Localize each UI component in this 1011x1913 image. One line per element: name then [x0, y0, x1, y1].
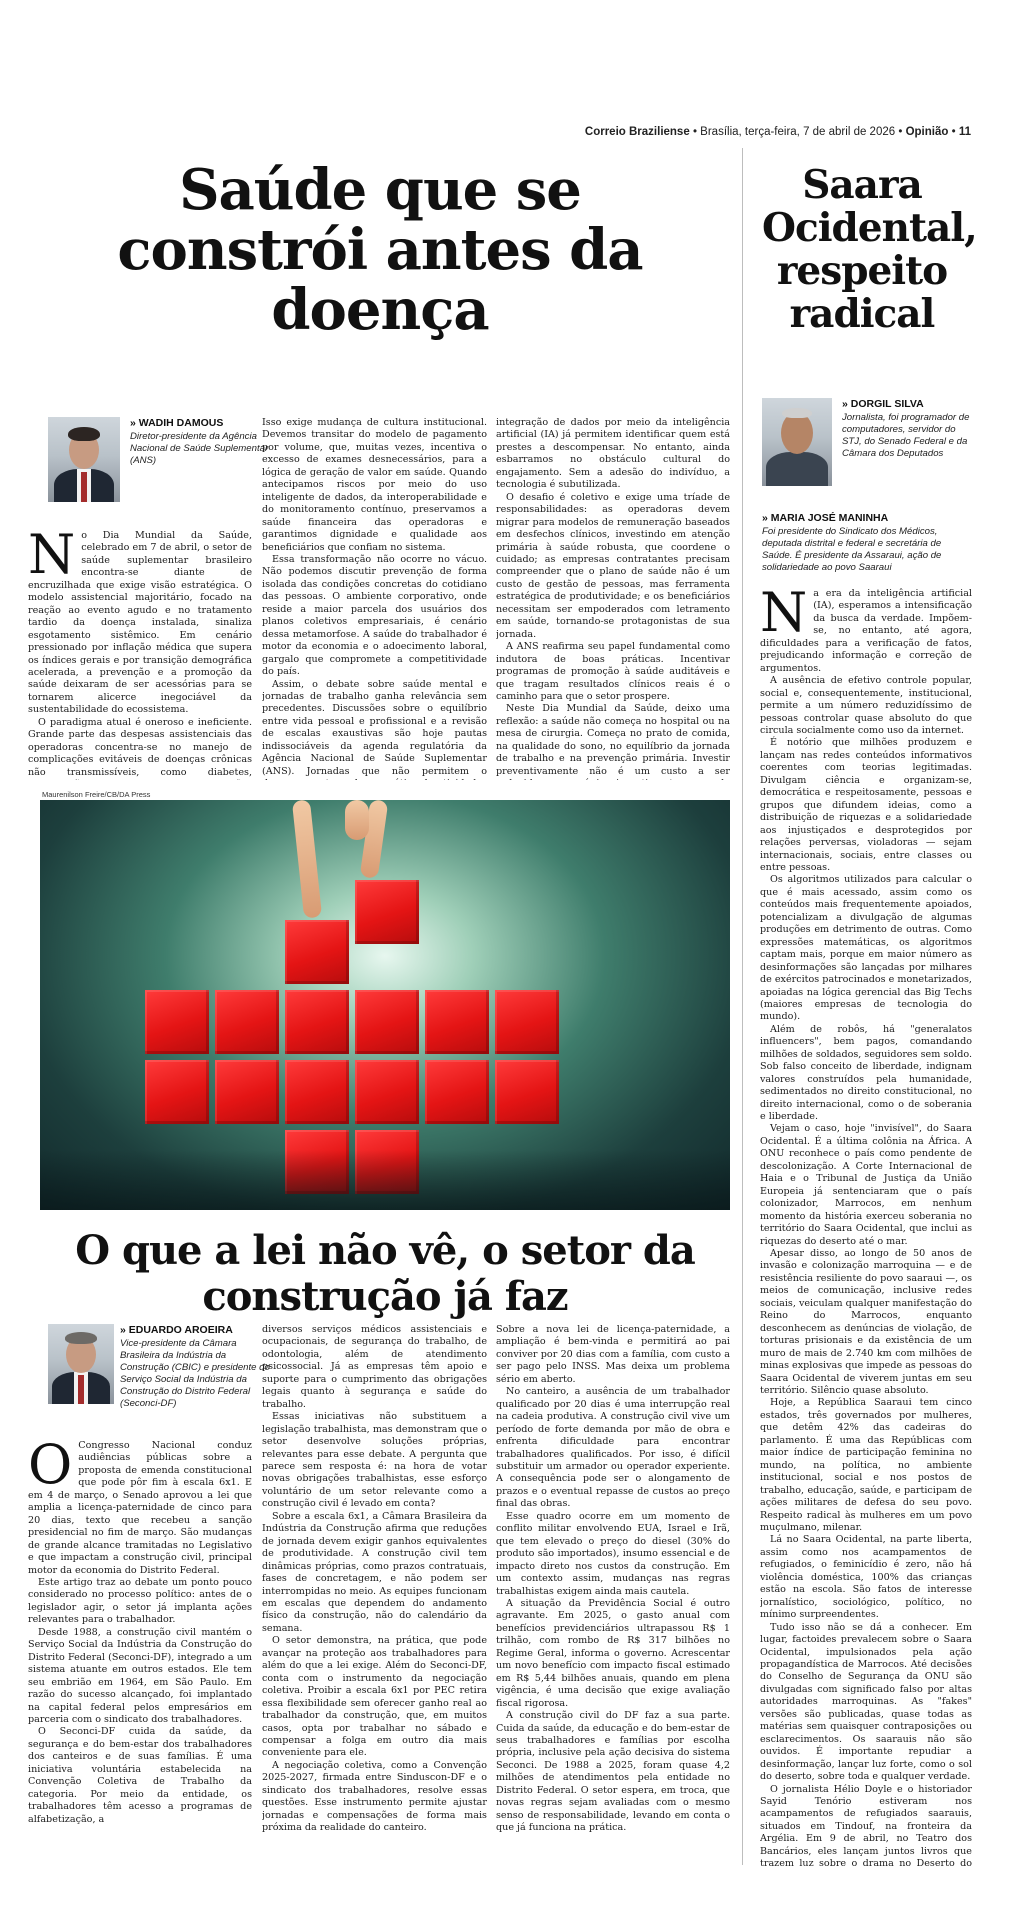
paragraph: Apesar disso, ao longo de 50 anos de invasão e colonização marroquina — e de resistência resiliente do povo saaraui —, os meios de comunicação, inclusive redes sociais, veiculam qualquer manifestação do Reino do Marrocos, enquanto desconhecem as denúncias de violação, de torturas prisionais e da existência de um muro de mais de 2.740 km com milhões de minas explosivas que impede as pessoas do Saara Ocidental de viverem juntas em seu território. Silêncio quase absoluto.: [760, 1248, 972, 1396]
author-name: » EDUARDO AROEIRA: [120, 1324, 233, 1336]
drop-cap: O: [28, 1440, 73, 1496]
paragraph: A situação da Previdência Social é outro agravante. Em 2025, o gasto anual com benefícios previdenciários ultrapassou R$ 1 trilhão, com rombo de R$ 317 bilhões no Regime Geral, informa o governo. Acrescentar um novo benefício com impacto fiscal estimado em R$ 5,44 bilhões anuais, quando em plena vigência, é uma decisão que exige avaliação fiscal rigorosa.: [496, 1597, 730, 1709]
page-number: 11: [958, 126, 971, 138]
header-separator: •: [692, 126, 697, 138]
author-role: Diretor-presidente da Agência Nacional de Saúde Suplementar (ANS): [130, 431, 269, 466]
paragraph: Assim, o debate sobre saúde mental e jornadas de trabalho ganha relevância sem precedentes. Discussões sobre o equilíbrio entre vida pessoal e profissional e a revisão de escalas exaustivas são hoje pautas indissociáveis da agenda regulatória da Agência Nacional de Saúde Suplementar (ANS). Jornadas que não permitem o: [262, 678, 487, 777]
drop-cap: N: [28, 530, 76, 586]
paragraph: Os algoritmos utilizados para calcular o que é mais acessado, assim como os conteúdos mais frequentemente apoiados, potencializam a divulgação de algumas produções em detrimento de outras. Como expressões matemáticas, os algoritmos captam mais, porque em maior número as desinformações são lançadas por milhares de exércitos patrocinados e monetarizados, apoiadas na lógica gerencial das Big Techs (maiores empresas de tecnologia do mundo).: [760, 874, 972, 1023]
paragraph: Este artigo traz ao debate um ponto pouco considerado no processo político: antes de o legislador agir, o setor já implanta ações relevantes para o trabalhador.: [28, 1576, 252, 1626]
paragraph: Vejam o caso, hoje "invisível", do Saara Ocidental. É a última colônia na África. A ONU reconhece o país como pendente de descolonização. A Corte Internacional de Haia e o Tribunal de Justiça da União Europeia já sentenciaram que o país colonizador, Marrocos, em nenhum momento da história exerceu soberania no território do Saara Ocidental, que inclui as riquezas do deserto até o mar.: [760, 1123, 972, 1247]
article3-headline: Saara Ocidental, respeito radical: [762, 162, 977, 337]
newspaper-name: Correio Braziliense: [584, 126, 690, 138]
header-separator: •: [951, 126, 956, 138]
page-header: [40, 126, 971, 144]
section-name: Opinião: [905, 126, 949, 138]
paragraph: Neste Dia Mundial da Saúde, deixo uma reflexão: a saúde não começa no hospital ou na mesa de cirurgia. Começa no prato de comida, na qualidade do sono, no equilíbrio da jornada de trabalho e na prevenção primária. Investir preventivamente não é um custo a ser: [496, 703, 730, 777]
column-divider: [742, 148, 743, 1865]
paragraph: diversos serviços médicos assistenciais e ocupacionais, de segurança do trabalho, de odontologia, além de atendimento psicossocial. Já as empresas têm apoio e suporte para o cumprimento das obrigações legais quanto à segurança e saúde do trabalho.: [262, 1324, 487, 1410]
paragraph: Sobre a escala 6x1, a Câmara Brasileira da Indústria da Construção afirma que reduções de jornada devem exigir ganhos equivalentes de produtividade. A construção civil tem dinâmicas próprias, como prazos contratuais, fases de concretagem, e não podem ser interrompidas no meio. As equipes funcionam em escalas que dependem do andamento físico da construção, não do calendário da semana.: [262, 1510, 487, 1634]
article3-body: [760, 588, 972, 1868]
paragraph: O paradigma atual é oneroso e ineficiente. Grande parte das despesas assistenciais das operadoras concentra-se no manejo de complicações evitáveis de doenças crônicas não transmissíveis, como diabetes,: [28, 716, 252, 778]
paragraph: Hoje, a República Saaraui tem cinco estados, três governados por mulheres, que detêm 42% das cadeiras do parlamento. É uma das Repúblicas com maior índice de participação feminina no mundo, na política, no ambiente institucional, social e nos postos de trabalho, educação, saúde, e participam de ações militares de defesa do seu povo. Respeito radical às mulheres em um povo muçulmano, milenar.: [760, 1397, 972, 1533]
paragraph: Além de robôs, há "generalatos influencers", bem pagos, comandando milhões de soldados, seguidores sem soldo. Sob falso conceito de liberdade, indignam valores construídos pela humanidade, sedimentados no direito constitucional, no direito internacional, como o de soberania e liberdade.: [760, 1023, 972, 1123]
paragraph: Esse quadro ocorre em um momento de conflito militar envolvendo EUA, Israel e Irã, que tem elevado o preço do diesel (30% do produto são importados), insumo essencial e de impacto direto nos custos da construção. Em um contexto assim, mudanças nas regras trabalhistas exigem ainda mais cautela.: [496, 1510, 730, 1597]
paragraph: Essa transformação não ocorre no vácuo. Não podemos discutir prevenção de forma isolada das condições concretas do cotidiano das pessoas. O ambiente corporativo, onde reside a maior parcela dos usuários dos planos coletivos empresariais, é cenário dessa metamorfose. A saúde do trabalhador é motor da economia e o adoecimento laboral, gargalo que compromete a competitividade do país.: [262, 553, 487, 678]
paragraph: a era da inteligência artificial (IA), esperamos a intensificação da busca da verdade. Impõem-se, no entanto, até agora, dificuldades para a verificação de fatos, prejudicando informação e correção de argumentos.: [760, 588, 972, 674]
article1-headline: Saúde que se constrói antes da doença: [117, 157, 643, 343]
author-role: Foi presidente do Sindicato dos Médicos, deputada distrital e federal e secretária de Saúde. É presidente da Assaraui, ação de solidariedade ao povo Saaraui: [762, 526, 942, 573]
dateline: Brasília, terça-feira, 7 de abril de 2026: [700, 126, 896, 138]
paragraph: A construção civil do DF faz a sua parte. Cuida da saúde, da educação e do bem-estar de seus trabalhadores e famílias por escolha própria, inclusive pela ação decisiva do sistema Seconci. De 1988 a 2025, foram quase 4,2 milhões de atendimentos pela entidade no Distrito Federal. O setor espera, em troca, que novas regras sejam avaliadas com o mesmo senso de responsabilidade, levando em conta o que já funciona na prática.: [496, 1710, 730, 1834]
paragraph: Isso exige mudança de cultura institucional. Devemos transitar do modelo de pagamento por volume, que, muitas vezes, incentiva o excesso de exames desnecessários, para a lógica de geração de valor em saúde. Quando antecipamos riscos por meio do uso inteligente de dados, da interoperabilidade e do monitoramento contínuo, preservamos a saúde financeira das operadoras e garantimos dignidade e qualidade aos beneficiários que confiam no sistema.: [262, 417, 487, 553]
red-cross-cubes-photo: [40, 800, 730, 1210]
paragraph: Lá no Saara Ocidental, na parte liberta, assim como nos acampamentos de refugiados, o feminicídio é zero, não há violência doméstica, 100% das crianças estão na escola. São fatos de interesse jornalístico, sociológico, político, no mínimo surpreendentes.: [760, 1534, 972, 1621]
paragraph: Sobre a nova lei de licença-paternidade, a ampliação é bem-vinda e permitirá ao pai conviver por 20 dias com a família, com custo a ser pago pelo INSS. Mas deixa um problema sério em aberto.: [496, 1324, 730, 1385]
author-name: » MARIA JOSÉ MANINHA: [762, 512, 889, 524]
header-separator: •: [898, 126, 903, 138]
drop-cap: N: [760, 588, 808, 644]
avatar: [48, 417, 120, 502]
avatar: [48, 1324, 114, 1404]
paragraph: o Dia Mundial da Saúde, celebrado em 7 de abril, o setor de saúde suplementar brasileiro encontra-se diante de encruzilhada que exige visão estratégica. O modelo assistencial majoritário, focado na reação ao evento agudo e no tratamento tardio da doença instalada, sinaliza esgotamento sistêmico. Em cenário pressionado por inflação médica que supera os índices gerais e por transição demográfica acelerada, a prevenção e a promoção da saúde deixaram de ser acessórias para se tornarem alicerce inegociável da sustentabilidade do ecossistema.: [28, 530, 252, 716]
paragraph: Congresso Nacional conduz audiências públicas sobre a proposta de emenda constitucional que pode pôr fim à escala 6x1. E em 4 de março, o Senado aprovou a lei que amplia a licença-paternidade de cinco para 20 dias, texto que recebeu a sanção presidencial no fim de março. São mudanças de grande alcance tramitadas no Legislativo e que impactam a construção civil, principal motor da economia do Distrito Federal.: [28, 1440, 252, 1576]
author-role: Vice-presidente da Câmara Brasileira da Indústria da Construção (CBIC) e presidente do Serviço Social da Indústria da Construção do Distrito Federal (Seconci-DF): [120, 1338, 270, 1409]
paragraph: É notório que milhões produzem e lançam nas redes conteúdos informativos coerentes com teorias legitimadas. Divulgam ciência e organizam-se, democrática e respeitosamente, pessoas e grupos que difundem ideias, como a distribuição de riquezas e a solidariedade aos injustiçados e desprotegidos por relações perversas, violadoras — sejam internacionais, sociais, entre classes ou entre pessoas.: [760, 737, 972, 873]
paragraph: A negociação coletiva, como a Convenção 2025-2027, firmada entre Sinduscon-DF e o sindicato dos trabalhadores, resolve essas questões. Esse instrumento permite ajustar jornadas e compensações de forma mais próxima da realidade do canteiro.: [262, 1759, 487, 1834]
article2-headline: O que a lei não vê, o setor da construção já faz: [75, 1227, 695, 1320]
article2-column-3: [496, 1324, 730, 1872]
author-name: » DORGIL SILVA: [842, 398, 924, 410]
paragraph: integração de dados por meio da inteligência artificial (IA) já permitem identificar quem está prestes a descompensar. No entanto, ainda esbarramos no obstáculo cultural do engajamento. Sem a adesão do indivíduo, a tecnologia é subutilizada.: [496, 417, 730, 491]
photo-credit: Maurenilson Freire/CB/DA Press: [42, 790, 151, 799]
article3-byline-2: [762, 512, 972, 572]
paragraph: No canteiro, a ausência de um trabalhador qualificado por 20 dias é uma interrupção real na cadeia produtiva. A construção civil vive um período de forte demanda por mão de obra e enfrenta dificuldade para encontrar trabalhadores qualificados. Por isso, é difícil substituir um armador ou operador experiente. A consequência pode ser o alongamento de prazos e o eventual repasse de custos ao preço final das obras.: [496, 1386, 730, 1510]
paragraph: A ANS reafirma seu papel fundamental como indutora de boas práticas. Incentivar programas de promoção à saúde auditáveis e que tragam resultados clínicos reais é o caminho para que o setor prospere.: [496, 641, 730, 702]
article3-byline-1: [762, 398, 972, 486]
article1-column-2: [262, 417, 487, 780]
paragraph: Tudo isso não se dá a conhecer. Em lugar, factoides prevalecem sobre o Saara Ocidental, impulsionados pela ação propagandística de Marrocos. Até decisões do Conselho de Segurança da ONU são divulgadas com significado falso por altas autoridades marroquinas. As "fakes" versões são publicadas, quase todas as matérias sem quaisquer contraposições ou esclarecimentos. Os saarauis não são ouvidos. É importante repudiar a desinformação, lançar luz forte, como o sol do deserto, sobre toda e qualquer verdade.: [760, 1621, 972, 1783]
article2-column-1: [28, 1440, 252, 1872]
paragraph: O setor demonstra, na prática, que pode avançar na proteção aos trabalhadores para além do que a lei exige. Além do Seconci-DF, conta com o instrumento da negociação coletiva. Proibir a escala 6x1 por PEC retira essa flexibilidade sem oferecer ganho real ao trabalhador da construção, que, em muitos casos, opta por trabalhar no sábado e compensar a folga em outro dia mais conveniente para ele.: [262, 1635, 487, 1759]
paragraph: O jornalista Hélio Doyle e o historiador Sayid Tenório estiveram nos acampamentos de refugiados saarauis, situados em Tindouf, na fronteira da Argélia. Em 9 de abril, no Teatro dos Bancários, eles lançam juntos livros que trazem luz sobre o drama no Deserto do: [760, 1783, 972, 1868]
author-role: Jornalista, foi programador de computadores, servidor do STJ, do Senado Federal e da Câmara dos Deputados: [842, 412, 970, 459]
avatar: [762, 398, 832, 486]
paragraph: O desafio é coletivo e exige uma tríade de responsabilidades: as operadoras devem migrar para modelos de remuneração baseados em desfechos clínicos, investindo em atenção primária à saúde robusta, que coordene o cuidado; as empresas contratantes precisam compreender que o plano de saúde não é um custo de gestão de pessoas, mas ferramenta estratégica de produtividade; e os beneficiários necessitam ser empoderados com letramento em saúde, tornando-se protagonistas de sua jornada.: [496, 491, 730, 640]
paragraph: A ausência de efetivo controle popular, social e, consequentemente, institucional, permite a um número reduzidíssimo de pessoas controlar quase absoluto do que circula socialmente como uso da internet.: [760, 675, 972, 736]
paragraph: Desde 1988, a construção civil mantém o Serviço Social da Indústria da Construção do Distrito Federal (Seconci-DF), integrado a um sistema atuante em outros estados. Ele tem seu embrião em 1964, em São Paulo. Em razão do sucesso alcançado, foi implantado na capital federal pelos empresários em parceria com o sindicato dos trabalhadores.: [28, 1626, 252, 1725]
article1-column-1: [28, 530, 252, 780]
paragraph: O Seconci-DF cuida da saúde, da segurança e do bem-estar dos trabalhadores dos canteiros e de suas famílias. É uma iniciativa voluntária estabelecida na Convenção Coletiva de Trabalho da categoria. Por meio da entidade, os trabalhadores têm acesso a programas de alfabetização, a: [28, 1726, 252, 1825]
article2-column-2: [262, 1324, 487, 1872]
article1-column-3: [496, 417, 730, 780]
paragraph: Essas iniciativas não substituem a legislação trabalhista, mas demonstram que o setor desenvolve soluções próprias, relevantes para esse debate. A pergunta que parece sem resposta é: na hora de votar novas obrigações trabalhistas, esse esforço voluntário de um setor relevante como a construção civil é levado em conta?: [262, 1411, 487, 1510]
author-name: » WADIH DAMOUS: [130, 417, 224, 429]
